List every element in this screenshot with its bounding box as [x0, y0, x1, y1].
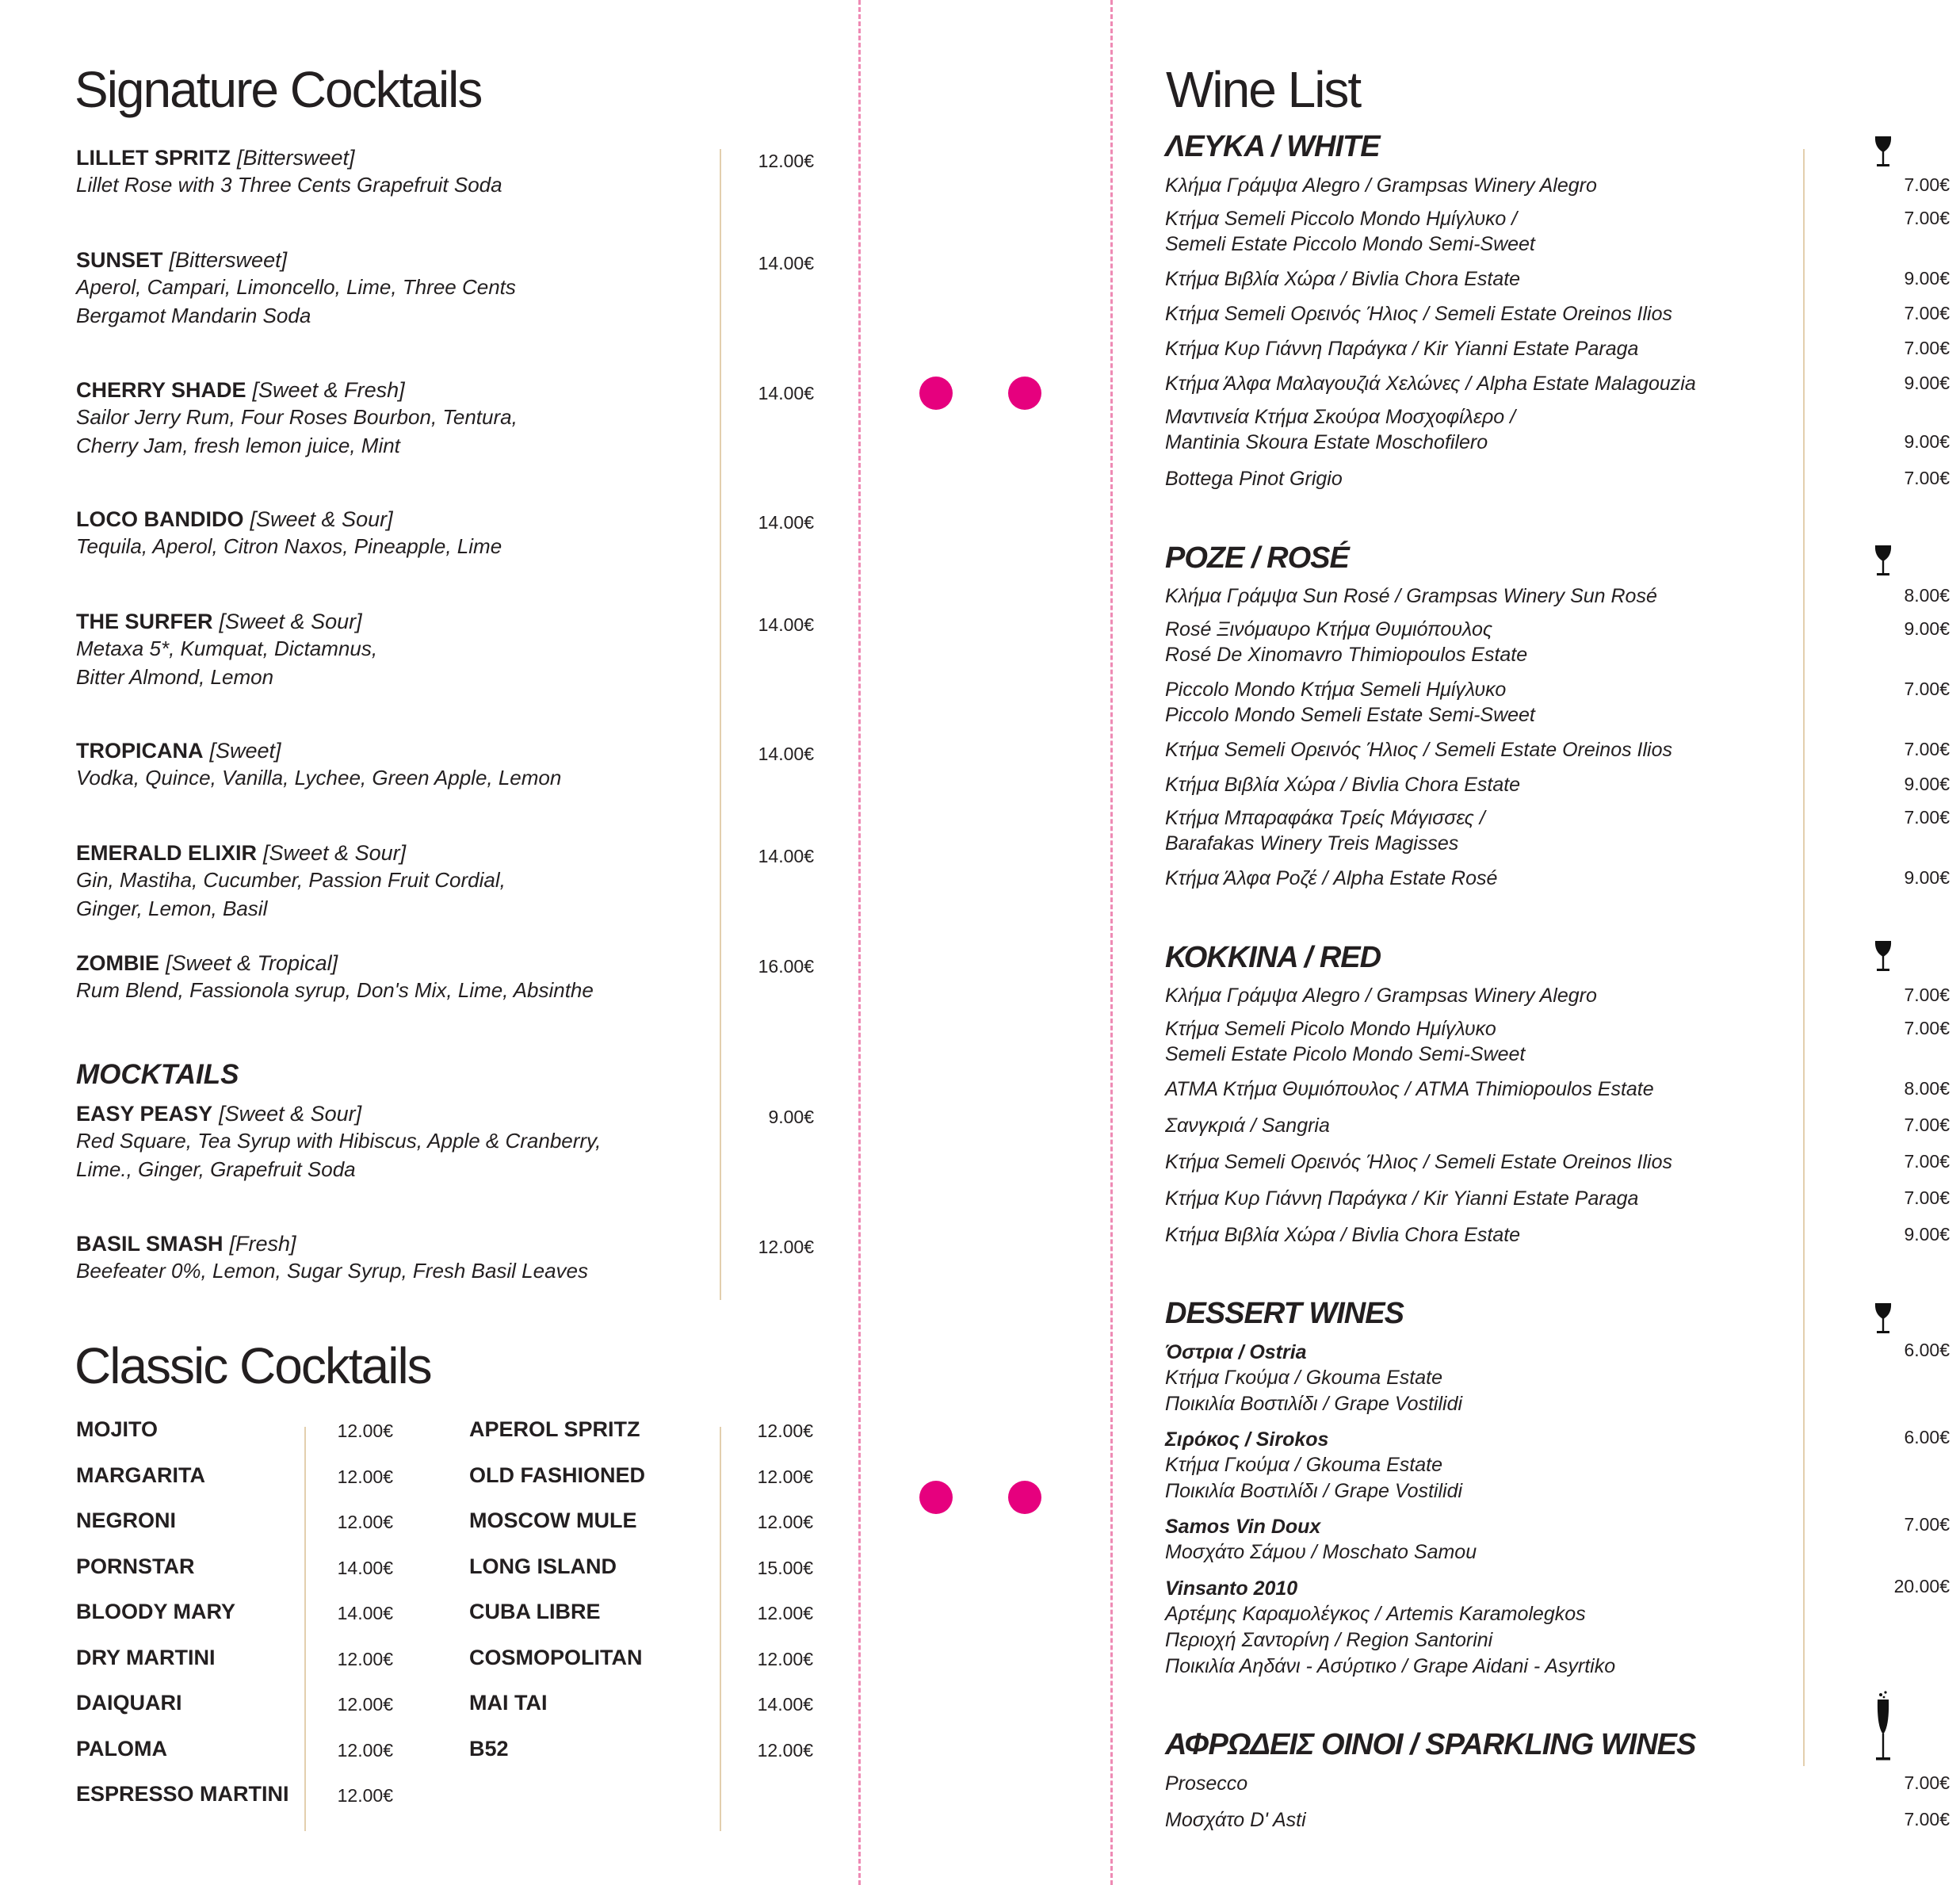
cocktail-description: Aperol, Campari, Limoncello, Lime, Three Cents — [76, 275, 516, 299]
classic-rule-2 — [720, 1427, 721, 1831]
dessert-wine-detail: Κτήμα Γκούμα / Gkouma Estate — [1165, 1454, 1442, 1476]
wine-price: 9.00€ — [1904, 618, 1950, 639]
wine-price: 7.00€ — [1904, 1151, 1950, 1172]
cocktail-price: 14.00€ — [758, 512, 814, 533]
wine-name: Rosé De Xinomavro Thimiopoulos Estate — [1165, 644, 1528, 666]
wine-name: Piccolo Mondo Κτήμα Semeli Ημίγλυκο — [1165, 679, 1507, 701]
dessert-wine-name: Samos Vin Doux — [1165, 1516, 1321, 1538]
wine-list-title: Wine List — [1166, 61, 1361, 118]
cocktail-price: 14.00€ — [758, 846, 814, 866]
dessert-wines-heading: DESSERT WINES — [1165, 1297, 1404, 1330]
dessert-wine-price: 6.00€ — [1904, 1340, 1950, 1360]
wine-name: Semeli Estate Picolo Mondo Semi-Sweet — [1165, 1043, 1526, 1065]
cocktail-name: EMERALD ELIXIR — [76, 841, 258, 865]
cocktail-name: TROPICANA — [76, 739, 204, 763]
wine-name: Κτήμα Άλφα Μαλαγουζιά Χελώνες / Alpha Estate Malagouzia — [1165, 373, 1696, 395]
dessert-wine-price: 7.00€ — [1904, 1514, 1950, 1535]
classic-cocktail-name: B52 — [469, 1736, 509, 1761]
cocktail-name: LOCO BANDIDO — [76, 507, 244, 531]
wine-glass-icon — [1873, 939, 1893, 974]
wine-price: 9.00€ — [1904, 431, 1950, 452]
wine-price: 9.00€ — [1904, 1224, 1950, 1245]
dessert-wine-detail: Ποικιλία Βοστιλίδι / Grape Vostilidi — [1165, 1393, 1463, 1415]
page-divider-right — [1110, 0, 1113, 1885]
cocktail-tag: [Bittersweet] — [237, 146, 355, 170]
cocktail-tag: [Sweet & Sour] — [219, 610, 362, 633]
cocktail-name: LILLET SPRITZ — [76, 146, 231, 170]
cocktail-description: Vodka, Quince, Vanilla, Lychee, Green Apple, Lemon — [76, 766, 562, 790]
classic-cocktail-name: OLD FASHIONED — [469, 1462, 646, 1487]
wine-price: 7.00€ — [1904, 1772, 1950, 1793]
classic-cocktail-name: CUBA LIBRE — [469, 1600, 601, 1623]
wine-item — [1165, 1222, 1950, 1248]
dessert-wine-name: Vinsanto 2010 — [1165, 1577, 1298, 1600]
cocktails-page — [0, 0, 860, 1885]
classic-cocktail-price: 12.00€ — [757, 1466, 813, 1487]
dessert-wine-name: Όστρια / Ostria — [1165, 1341, 1307, 1363]
wine-price: 7.00€ — [1904, 1115, 1950, 1135]
classic-cocktail-name: ESPRESSO MARTINI — [76, 1782, 289, 1806]
wine-name: Κτήμα Semeli Ορεινός Ήλιος / Semeli Estate Oreinos Ilios — [1165, 1151, 1673, 1173]
classic-cocktail-name: LONG ISLAND — [469, 1554, 617, 1578]
cocktail-price: 16.00€ — [758, 956, 814, 977]
wine-price: 8.00€ — [1904, 1078, 1950, 1099]
cocktail-price: 14.00€ — [758, 614, 814, 635]
mocktails-heading: MOCKTAILS — [76, 1059, 239, 1090]
wine-name: Κτήμα Semeli Ορεινός Ήλιος / Semeli Estate Oreinos Ilios — [1165, 303, 1673, 325]
wine-name: Κτήμα Semeli Picolo Mondo Ημίγλυκο — [1165, 1018, 1496, 1040]
wine-price: 7.00€ — [1904, 985, 1950, 1005]
wine-price: 7.00€ — [1904, 807, 1950, 828]
wine-name: Κτήμα Κυρ Γιάννη Παράγκα / Kir Yianni Estate Paraga — [1165, 1187, 1639, 1210]
wine-item — [1165, 173, 1950, 198]
wine-name: Κτήμα Βιβλία Χώρα / Bivlia Chora Estate — [1165, 1224, 1521, 1246]
cocktail-description: Gin, Mastiha, Cucumber, Passion Fruit Cordial, — [76, 868, 506, 892]
wine-name: Κλήμα Γράμψα Sun Rosé / Grampsas Winery Sun Rosé — [1165, 585, 1657, 607]
cocktail-description: Tequila, Aperol, Citron Naxos, Pineapple, Lime — [76, 534, 502, 558]
wine-item — [1165, 1149, 1950, 1175]
cocktail-tag: [Fresh] — [229, 1232, 296, 1256]
sparkling-wines-heading: ΑΦΡΩΔΕΙΣ ΟΙΝΟΙ / SPARKLING WINES — [1165, 1728, 1696, 1761]
dessert-wine-price: 20.00€ — [1893, 1576, 1950, 1596]
white-wines-heading: ΛΕΥΚΑ / WHITE — [1165, 130, 1380, 163]
classic-cocktail-name: PALOMA — [76, 1736, 167, 1761]
wine-item — [1165, 737, 1950, 763]
classic-cocktail-price: 12.00€ — [337, 1785, 393, 1806]
cocktail-name: THE SURFER — [76, 610, 213, 633]
classic-cocktail-name: NEGRONI — [76, 1508, 177, 1532]
wine-price: 7.00€ — [1904, 174, 1950, 195]
wine-price: 7.00€ — [1904, 1187, 1950, 1208]
wine-name: Σανγκριά / Sangria — [1165, 1115, 1330, 1137]
classic-cocktail-name: MARGARITA — [76, 1462, 205, 1487]
cocktail-tag: [Sweet & Sour] — [263, 841, 407, 865]
cocktail-description: Lillet Rose with 3 Three Cents Grapefruit Soda — [76, 173, 502, 197]
wine-name: Mantinia Skoura Estate Moschofilero — [1165, 431, 1488, 453]
wine-item — [1165, 805, 1950, 856]
decorative-dot — [1008, 1481, 1041, 1514]
wine-item — [1165, 1076, 1950, 1102]
wine-name: Rosé Ξινόμαυρο Κτήμα Θυμιόπουλος — [1165, 618, 1493, 640]
rose-wines-heading: ΡΟΖΕ / ROSÉ — [1165, 541, 1349, 575]
wine-item — [1165, 1771, 1950, 1796]
wine-item — [1165, 466, 1950, 491]
decorative-dot — [1008, 377, 1041, 410]
dessert-wine-name: Σιρόκος / Sirokos — [1165, 1428, 1329, 1451]
classic-cocktail-price: 12.00€ — [757, 1512, 813, 1532]
wine-item — [1165, 677, 1950, 728]
cocktail-description: Lime., Ginger, Grapefruit Soda — [76, 1157, 356, 1181]
cocktail-price: 14.00€ — [758, 253, 814, 273]
wine-item — [1165, 983, 1950, 1008]
dessert-wine-price: 6.00€ — [1904, 1427, 1950, 1447]
wine-item — [1165, 206, 1950, 257]
cocktail-name: EASY PEASY — [76, 1102, 213, 1126]
classic-cocktail-name: COSMOPOLITAN — [469, 1645, 643, 1669]
cocktail-tag: [Sweet & Fresh] — [252, 378, 405, 402]
wine-price: 7.00€ — [1904, 1018, 1950, 1038]
wine-glass-icon — [1873, 135, 1893, 170]
classic-cocktail-price: 12.00€ — [757, 1739, 813, 1761]
wine-price: 8.00€ — [1904, 585, 1950, 606]
wine-item — [1165, 371, 1950, 396]
wine-item — [1165, 1807, 1950, 1833]
wine-name: Κτήμα Άλφα Ροζέ / Alpha Estate Rosé — [1165, 867, 1498, 889]
wine-name: Κτήμα Semeli Ορεινός Ήλιος / Semeli Estate Oreinos Ilios — [1165, 739, 1673, 761]
classic-cocktail-name: BLOODY MARY — [76, 1600, 236, 1623]
cocktail-description: Bergamot Mandarin Soda — [76, 304, 311, 327]
wine-name: ΑΤΜΑ Κτήμα Θυμιόπουλος / ATMA Thimiopoulos Estate — [1165, 1078, 1654, 1100]
wine-price: 7.00€ — [1904, 303, 1950, 323]
wine-name: Κλήμα Γράμψα Alegro / Grampsas Winery Alegro — [1165, 985, 1597, 1007]
dessert-wine-detail: Κτήμα Γκούμα / Gkouma Estate — [1165, 1367, 1442, 1389]
wine-price: 7.00€ — [1904, 468, 1950, 488]
wine-name: Piccolo Mondo Semeli Estate Semi-Sweet — [1165, 704, 1535, 726]
wine-item — [1165, 1113, 1950, 1138]
cocktail-description: Rum Blend, Fassionola syrup, Don's Mix, Lime, Absinthe — [76, 978, 594, 1002]
wine-item — [1165, 583, 1950, 609]
classic-cocktail-name: APEROL SPRITZ — [469, 1417, 640, 1441]
champagne-glass-icon — [1870, 1690, 1897, 1766]
wine-name: Κτήμα Semeli Piccolo Mondo Ημίγλυκο / — [1165, 208, 1518, 230]
classic-cocktail-price: 12.00€ — [337, 1694, 393, 1715]
classic-cocktail-price: 15.00€ — [757, 1557, 813, 1578]
classic-cocktail-price: 12.00€ — [337, 1466, 393, 1487]
cocktail-description: Sailor Jerry Rum, Four Roses Bourbon, Tentura, — [76, 405, 518, 429]
classic-cocktail-price: 12.00€ — [757, 1648, 813, 1669]
wine-price: 9.00€ — [1904, 867, 1950, 888]
cocktail-description: Beefeater 0%, Lemon, Sugar Syrup, Fresh Basil Leaves — [76, 1259, 589, 1283]
wine-name: Bottega Pinot Grigio — [1165, 468, 1343, 490]
wine-glass-icon — [1873, 1302, 1893, 1336]
cocktail-name: BASIL SMASH — [76, 1232, 224, 1256]
wine-price: 7.00€ — [1904, 338, 1950, 358]
cocktail-price: 14.00€ — [758, 383, 814, 403]
wine-price: 7.00€ — [1904, 1809, 1950, 1830]
wine-price: 7.00€ — [1904, 679, 1950, 699]
cocktail-tag: [Sweet & Sour] — [219, 1102, 362, 1126]
dessert-wine-item — [1165, 1340, 1950, 1417]
classic-cocktail-name: MAI TAI — [469, 1691, 548, 1715]
cocktail-description: Red Square, Tea Syrup with Hibiscus, Apple & Cranberry, — [76, 1129, 602, 1153]
wine-item — [1165, 1186, 1950, 1211]
wine-item — [1165, 266, 1950, 292]
wine-name: Semeli Estate Piccolo Mondo Semi-Sweet — [1165, 233, 1535, 255]
classic-cocktail-price: 12.00€ — [757, 1603, 813, 1623]
wine-price: 9.00€ — [1904, 774, 1950, 794]
classic-rule-1 — [304, 1427, 306, 1831]
wine-item — [1165, 336, 1950, 361]
wine-glass-icon — [1873, 544, 1893, 579]
cocktail-description: Cherry Jam, fresh lemon juice, Mint — [76, 434, 400, 457]
cocktail-name: CHERRY SHADE — [76, 378, 246, 402]
dessert-wine-detail: Περιοχή Σαντορίνη / Region Santorini — [1165, 1629, 1493, 1651]
cocktail-tag: [Sweet] — [209, 739, 281, 763]
wine-name: Μοσχάτο D' Asti — [1165, 1809, 1306, 1831]
classic-cocktail-name: MOSCOW MULE — [469, 1508, 637, 1532]
cocktail-price: 9.00€ — [768, 1107, 814, 1127]
cocktail-description: Ginger, Lemon, Basil — [76, 897, 268, 920]
wine-price: 7.00€ — [1904, 739, 1950, 759]
classic-cocktail-price: 12.00€ — [337, 1648, 393, 1669]
classic-cocktail-price: 12.00€ — [337, 1739, 393, 1761]
wine-price: 7.00€ — [1904, 208, 1950, 228]
cocktail-tag: [Bittersweet] — [169, 248, 288, 272]
cocktail-tag: [Sweet & Sour] — [250, 507, 393, 531]
classic-cocktail-price: 12.00€ — [757, 1420, 813, 1441]
wine-name: Κλήμα Γράμψα Alegro / Grampsas Winery Alegro — [1165, 174, 1597, 197]
wine-item — [1165, 617, 1950, 667]
dessert-wine-detail: Αρτέμης Καραμολέγκος / Artemis Karamolegkos — [1165, 1603, 1586, 1625]
dessert-wine-detail: Ποικιλία Βοστιλίδι / Grape Vostilidi — [1165, 1480, 1463, 1502]
cocktail-name: SUNSET — [76, 248, 163, 272]
wine-name: Κτήμα Κυρ Γιάννη Παράγκα / Kir Yianni Estate Paraga — [1165, 338, 1639, 360]
wine-price: 9.00€ — [1904, 268, 1950, 289]
classic-cocktails-title: Classic Cocktails — [75, 1337, 431, 1394]
dessert-wine-item — [1165, 1576, 1950, 1680]
classic-cocktail-name: DAIQUARI — [76, 1691, 182, 1715]
cocktail-name: ZOMBIE — [76, 951, 159, 975]
classic-cocktail-name: PORNSTAR — [76, 1554, 195, 1578]
wine-name: Prosecco — [1165, 1772, 1248, 1795]
wine-item — [1165, 866, 1950, 891]
cocktail-description: Metaxa 5*, Kumquat, Dictamnus, — [76, 637, 378, 660]
wine-name: Κτήμα Βιβλία Χώρα / Bivlia Chora Estate — [1165, 774, 1521, 796]
wine-name: Κτήμα Μπαραφάκα Τρείς Μάγισσες / — [1165, 807, 1485, 829]
dessert-wine-detail: Μοσχάτο Σάμου / Moschato Samou — [1165, 1541, 1477, 1563]
wine-item — [1165, 301, 1950, 327]
cocktail-price: 12.00€ — [758, 151, 814, 171]
classic-cocktail-price: 12.00€ — [337, 1420, 393, 1441]
signature-cocktails-title: Signature Cocktails — [75, 61, 482, 118]
decorative-dot — [919, 377, 953, 410]
dessert-wine-item — [1165, 1427, 1950, 1505]
classic-cocktail-name: DRY MARTINI — [76, 1645, 216, 1669]
wine-page — [1114, 0, 1960, 1885]
wine-item — [1165, 404, 1950, 455]
decorative-dot — [919, 1481, 953, 1514]
cocktail-price: 12.00€ — [758, 1237, 814, 1257]
wine-name: Κτήμα Βιβλία Χώρα / Bivlia Chora Estate — [1165, 268, 1521, 290]
red-wines-heading: ΚΟΚΚΙΝΑ / RED — [1165, 941, 1381, 974]
classic-cocktail-price: 14.00€ — [337, 1557, 393, 1578]
wine-name: Μαντινεία Κτήμα Σκούρα Μοσχοφίλερο / — [1165, 406, 1516, 428]
wine-item — [1165, 1016, 1950, 1067]
wine-item — [1165, 772, 1950, 797]
classic-cocktail-price: 12.00€ — [337, 1512, 393, 1532]
cocktail-tag: [Sweet & Tropical] — [166, 951, 338, 975]
cocktail-price: 14.00€ — [758, 744, 814, 764]
classic-cocktail-price: 14.00€ — [757, 1694, 813, 1715]
classic-cocktail-price: 14.00€ — [337, 1603, 393, 1623]
wine-price: 9.00€ — [1904, 373, 1950, 393]
cocktail-description: Bitter Almond, Lemon — [76, 665, 274, 689]
dessert-wine-detail: Ποικιλία Αηδάνι - Ασύρτικο / Grape Aidani - Asyrtiko — [1165, 1655, 1616, 1677]
wine-name: Barafakas Winery Treis Magisses — [1165, 832, 1459, 855]
classic-cocktail-name: MOJITO — [76, 1417, 159, 1441]
dessert-wine-item — [1165, 1514, 1950, 1566]
